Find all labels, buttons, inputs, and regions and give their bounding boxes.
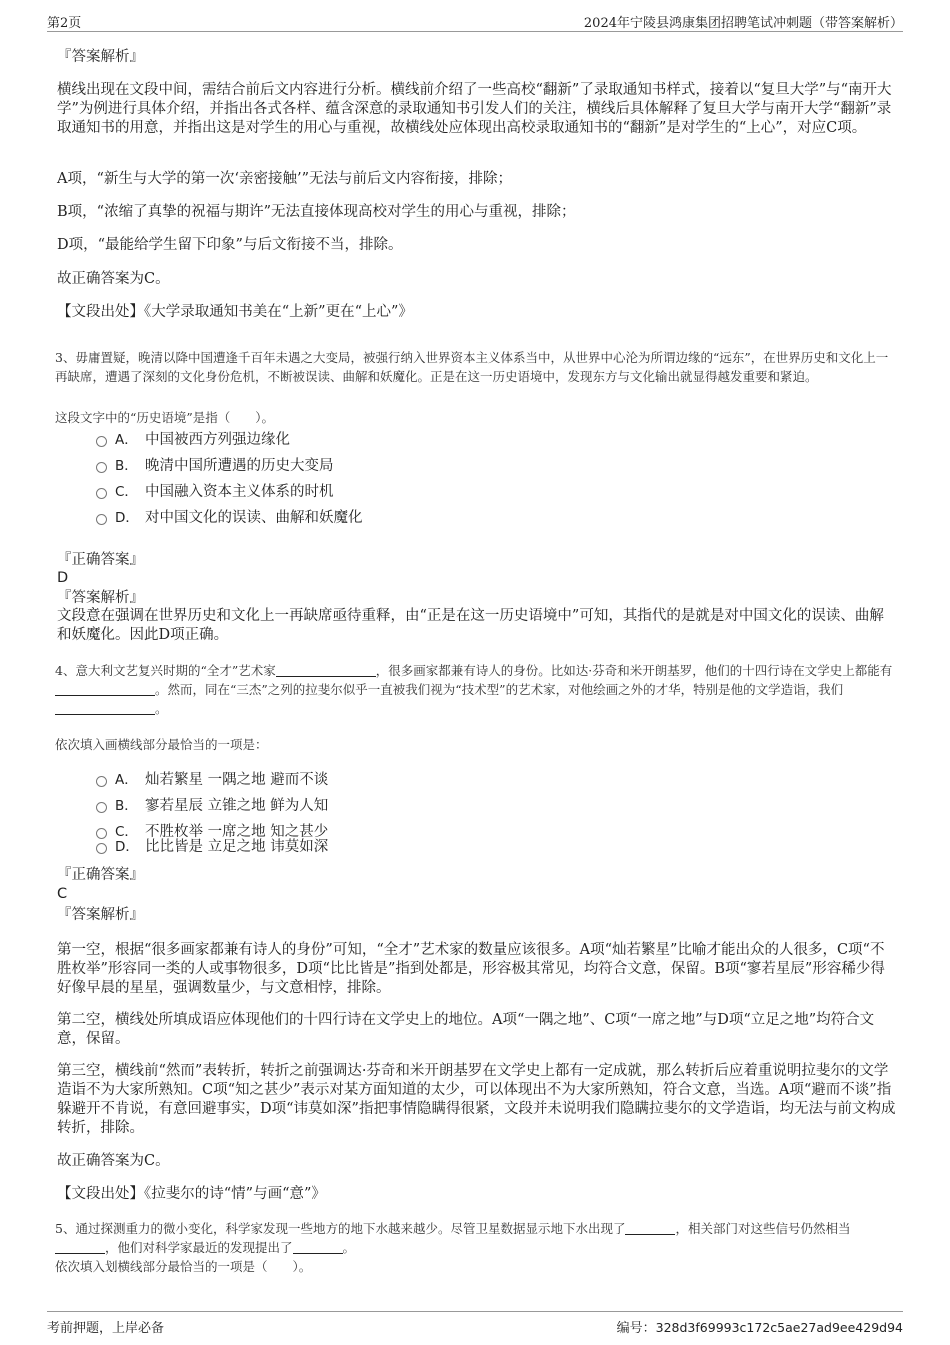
q3-answer-label: 『正确答案』 xyxy=(57,552,144,568)
q4-conclusion: 故正确答案为C。 xyxy=(57,1153,170,1169)
page-footer xyxy=(47,1311,903,1336)
q3-option-c[interactable]: C． 中国融入资本主义体系的时机 xyxy=(96,482,334,502)
blank-line xyxy=(55,1239,105,1254)
q2-option-a-explanation: A项，“新生与大学的第一次‘亲密接触’”无法与前后文内容衔接，排除； xyxy=(57,171,513,187)
document-title: 2024年宁陵县鸿康集团招聘笔试冲刺题（带答案解析） xyxy=(583,16,903,31)
footer-slogan: 考前押题，上岸必备 xyxy=(47,1321,165,1336)
q4-analysis-label: 『答案解析』 xyxy=(57,907,144,923)
q5-question: 依次填入划横线部分最恰当的一项是（ ）。 xyxy=(55,1259,312,1274)
q5-stem: 5、通过探测重力的微小变化，科学家发现一些地方的地下水越来越少。尽管卫星数据显示地下水出现了 ，相关部门对这些信号仍然相当，他们对科学家最近的发现提出了 。 xyxy=(55,1221,851,1255)
radio-icon[interactable] xyxy=(96,776,107,787)
radio-icon[interactable] xyxy=(96,462,107,473)
q2-conclusion: 故正确答案为C。 xyxy=(57,271,170,287)
q4-answer: C xyxy=(57,886,68,902)
radio-icon[interactable] xyxy=(96,802,107,813)
blank-line xyxy=(55,700,155,715)
q3-question: 这段文字中的“历史语境”是指（ ）。 xyxy=(55,410,275,425)
q3-option-b[interactable]: B． 晚清中国所遭遇的历史大变局 xyxy=(96,456,334,476)
q4-option-a[interactable]: A． 灿若繁星 一隅之地 避而不谈 xyxy=(96,770,328,790)
q4-answer-label: 『正确答案』 xyxy=(57,867,144,883)
q3-option-d[interactable]: D． 对中国文化的误读、曲解和妖魔化 xyxy=(96,508,363,528)
radio-icon[interactable] xyxy=(96,488,107,499)
radio-icon[interactable] xyxy=(96,843,107,854)
q4-question: 依次填入画横线部分最恰当的一项是： xyxy=(55,737,268,752)
q4-source: 【文段出处】《拉斐尔的诗“情”与画“意”》 xyxy=(57,1186,326,1202)
page-number: 第2页 xyxy=(47,16,82,31)
blank-line xyxy=(55,681,155,696)
document-code: 编号：328d3f69993c172c5ae27ad9ee429d94 xyxy=(616,1320,903,1336)
q2-option-d-explanation: D项，“最能给学生留下印象”与后文衔接不当，排除。 xyxy=(57,237,403,253)
q4-analysis-p3: 第三空，横线前“然而”表转折，转折之前强调达·芬奇和米开朗基罗在文学史上都有一定成就，那么转折后应着重说明拉斐尔的文学造诣不为大家所熟知。C项“知之甚少”表示对某方面知道的太少，可以体现出不为大家所熟知，符合文意，当选。A项“避而不谈”指躲避开不肯说，有意回避事实，D项“讳莫如深”指把事情隐瞒得很紧，文段并未说明我们隐瞒拉斐尔的文学造诣，均无法与前文构成转折，排除。 xyxy=(57,1063,896,1136)
q3-analysis: 文段意在强调在世界历史和文化上一再缺席亟待重释，由“正是在这一历史语境中”可知，其指代的是就是对中国文化的误读、曲解和妖魔化。因此D项正确。 xyxy=(57,608,884,643)
radio-icon[interactable] xyxy=(96,436,107,447)
q4-option-c[interactable]: C． 不胜枚举 一席之地 知之甚少 xyxy=(96,822,328,842)
q4-analysis-p1: 第一空，根据“很多画家都兼有诗人的身份”可知，“全才”艺术家的数量应该很多。A项“灿若繁星”比喻才能出众的人很多，C项“不胜枚举”形容同一类的人或事物很多，D项“比比皆是”指到处都是，形容极其常见，均符合文意，保留。B项“寥若星辰”形容稀少得好像早晨的星星，强调数量少，与文意相悖，排除。 xyxy=(57,942,885,996)
q3-analysis-label: 『答案解析』 xyxy=(57,590,144,606)
q4-option-b[interactable]: B． 寥若星辰 立锥之地 鲜为人知 xyxy=(96,796,328,816)
q2-analysis: 横线出现在文段中间，需结合前后文内容进行分析。横线前介绍了一些高校“翻新”了录取通知书样式，接着以“复旦大学”与“南开大学”为例进行具体介绍，并指出各式各样、蕴含深意的录取通知书引发人们的关注，横线后具体解释了复旦大学与南开大学“翻新”录取通知书的用意，并指出这是对学生的用心与重视，故横线处应体现出高校录取通知书的“翻新”是对学生的“上心”，对应C项。 xyxy=(57,82,892,136)
q2-option-b-explanation: B项，“浓缩了真挚的祝福与期许”无法直接体现高校对学生的用心与重视，排除； xyxy=(57,204,576,220)
blank-line xyxy=(293,1239,343,1254)
q3-option-a[interactable]: A． 中国被西方列强边缘化 xyxy=(96,430,290,450)
q3-answer: D xyxy=(57,570,69,586)
q2-analysis-label: 『答案解析』 xyxy=(57,49,144,65)
q4-analysis-p2: 第二空，横线处所填成语应体现他们的十四行诗在文学史上的地位。A项“一隅之地”、C项“一席之地”与D项“立足之地”均符合文意，保留。 xyxy=(57,1012,875,1047)
page-header xyxy=(47,9,903,32)
q4-stem: 4、意大利文艺复兴时期的“全才”艺术家 ，很多画家都兼有诗人的身份。比如达·芬奇和米开朗基罗，他们的十四行诗在文学史上都能有。然而，同在“三杰”之列的拉斐尔似乎一直被我们视为“技术型”的艺术家，对他绘画之外的才华，特别是他的文学造诣，我们。 xyxy=(55,663,893,716)
radio-icon[interactable] xyxy=(96,514,107,525)
q4-option-d[interactable]: D． 比比皆是 立足之地 讳莫如深 xyxy=(96,837,328,857)
q2-source: 【文段出处】《大学录取通知书美在“上新”更在“上心”》 xyxy=(57,304,413,320)
blank-line xyxy=(625,1220,675,1235)
blank-line xyxy=(276,662,376,677)
q3-stem: 3、毋庸置疑，晚清以降中国遭逢千百年未遇之大变局，被强行纳入世界资本主义体系当中，从世界中心沦为所谓边缘的“远东”，在世界历史和文化上一再缺席，遭遇了深刻的文化身份危机，不断被误读、曲解和妖魔化。正是在这一历史语境中，发现东方与文化输出就显得越发重要和紧迫。 xyxy=(55,350,889,384)
